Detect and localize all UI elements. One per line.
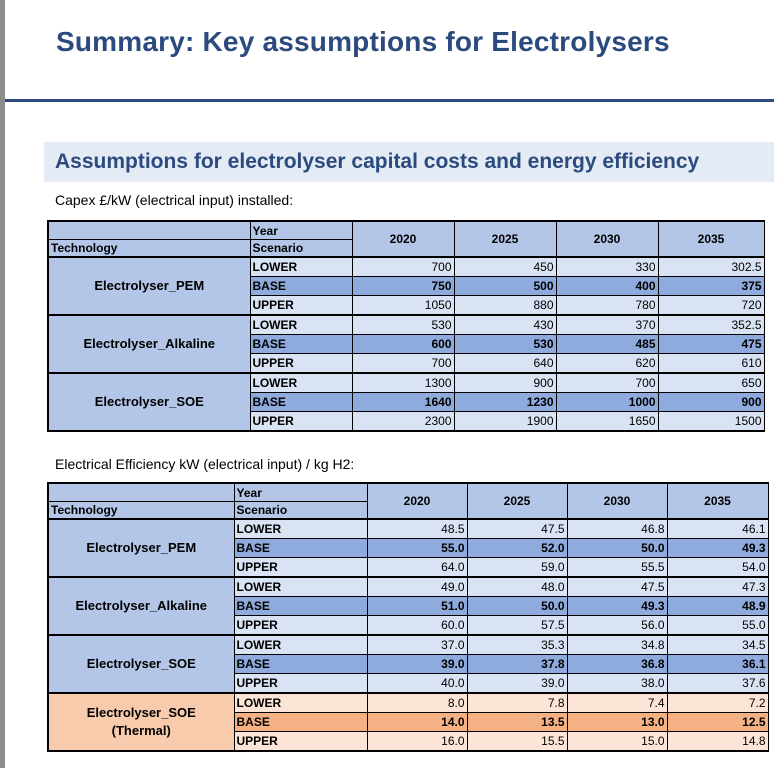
- table-row: [48, 315, 764, 335]
- page-title: Summary: Key assumptions for Electrolysers: [56, 26, 670, 57]
- table-row: [48, 635, 768, 655]
- value-cell: 37.8: [467, 655, 567, 674]
- year-header-2025: 2025: [454, 221, 556, 257]
- value-cell: 750: [352, 277, 454, 296]
- value-cell: 12.5: [667, 713, 768, 732]
- value-cell: 34.8: [567, 635, 667, 655]
- header-row: [48, 483, 768, 519]
- scenario-cell: LOWER: [234, 577, 367, 597]
- value-cell: 35.3: [467, 635, 567, 655]
- capex-table: [47, 220, 765, 432]
- value-cell: 370: [556, 315, 658, 335]
- header-technology-cell: [48, 483, 234, 519]
- header-technology-cell: [48, 221, 250, 257]
- value-cell: 430: [454, 315, 556, 335]
- efficiency-table: [47, 482, 769, 752]
- value-cell: 500: [454, 277, 556, 296]
- value-cell: 1000: [556, 393, 658, 412]
- technology-name: Electrolyser_SOE: [86, 705, 196, 720]
- header-spacer: [51, 223, 248, 239]
- technology-cell: [48, 635, 234, 693]
- value-cell: 2300: [352, 412, 454, 432]
- header-year-scenario-cell: [250, 221, 352, 257]
- value-cell: 36.1: [667, 655, 768, 674]
- value-cell: 48.9: [667, 597, 768, 616]
- scenario-cell: LOWER: [234, 693, 367, 713]
- value-cell: 1500: [658, 412, 764, 432]
- value-cell: 64.0: [367, 558, 467, 578]
- scenario-cell: UPPER: [234, 616, 367, 636]
- header-year-label: Year: [235, 485, 367, 502]
- value-cell: 37.0: [367, 635, 467, 655]
- technology-name: Electrolyser_SOE: [86, 656, 196, 671]
- technology-cell: [48, 519, 234, 577]
- value-cell: 7.4: [567, 693, 667, 713]
- header-row: [48, 221, 764, 257]
- value-cell: 48.5: [367, 519, 467, 539]
- value-cell: 600: [352, 335, 454, 354]
- technology-name: Electrolyser_Alkaline: [83, 336, 216, 351]
- scenario-cell: BASE: [234, 655, 367, 674]
- value-cell: 39.0: [467, 674, 567, 694]
- value-cell: 530: [352, 315, 454, 335]
- value-cell: 352.5: [658, 315, 764, 335]
- value-cell: 56.0: [567, 616, 667, 636]
- value-cell: 60.0: [367, 616, 467, 636]
- scenario-cell: LOWER: [234, 519, 367, 539]
- technology-cell: [48, 315, 250, 373]
- scenario-cell: LOWER: [250, 315, 352, 335]
- value-cell: 48.0: [467, 577, 567, 597]
- value-cell: 8.0: [367, 693, 467, 713]
- value-cell: 13.5: [467, 713, 567, 732]
- year-header-2035: 2035: [658, 221, 764, 257]
- value-cell: 900: [454, 373, 556, 393]
- year-header-2025: 2025: [467, 483, 567, 519]
- value-cell: 50.0: [467, 597, 567, 616]
- value-cell: 900: [658, 393, 764, 412]
- value-cell: 39.0: [367, 655, 467, 674]
- scenario-cell: UPPER: [250, 412, 352, 432]
- scenario-cell: BASE: [234, 597, 367, 616]
- capex-caption: Capex £/kW (electrical input) installed:: [55, 192, 294, 208]
- table-row: [48, 519, 768, 539]
- header-year-label: Year: [251, 223, 352, 240]
- scenario-cell: LOWER: [250, 257, 352, 277]
- header-scenario-label: Scenario: [252, 240, 304, 255]
- value-cell: 610: [658, 354, 764, 374]
- header-spacer: [51, 485, 232, 501]
- header-scenario-label: Scenario: [236, 502, 288, 517]
- title-divider: [5, 99, 774, 102]
- value-cell: 13.0: [567, 713, 667, 732]
- scenario-cell: UPPER: [234, 558, 367, 578]
- value-cell: 650: [658, 373, 764, 393]
- technology-name: Electrolyser_PEM: [86, 540, 197, 555]
- value-cell: 37.6: [667, 674, 768, 694]
- value-cell: 38.0: [567, 674, 667, 694]
- value-cell: 55.0: [667, 616, 768, 636]
- value-cell: 700: [352, 257, 454, 277]
- header-year-scenario-cell: [234, 483, 367, 519]
- technology-cell: [48, 577, 234, 635]
- value-cell: 40.0: [367, 674, 467, 694]
- value-cell: 49.3: [567, 597, 667, 616]
- value-cell: 15.0: [567, 732, 667, 752]
- value-cell: 700: [556, 373, 658, 393]
- scenario-cell: UPPER: [250, 296, 352, 316]
- value-cell: 46.1: [667, 519, 768, 539]
- value-cell: 1900: [454, 412, 556, 432]
- scenario-cell: BASE: [250, 335, 352, 354]
- scenario-cell: UPPER: [234, 674, 367, 694]
- header-technology-label: Technology: [49, 239, 250, 256]
- technology-cell: [48, 257, 250, 315]
- year-header-2035: 2035: [667, 483, 768, 519]
- table-row: [48, 693, 768, 713]
- scenario-cell: LOWER: [250, 373, 352, 393]
- value-cell: 400: [556, 277, 658, 296]
- technology-name: Electrolyser_Alkaline: [75, 598, 208, 613]
- value-cell: 34.5: [667, 635, 768, 655]
- value-cell: 485: [556, 335, 658, 354]
- value-cell: 330: [556, 257, 658, 277]
- table-row: [48, 257, 764, 277]
- left-margin-rule: [0, 0, 5, 768]
- value-cell: 50.0: [567, 539, 667, 558]
- table-row: [48, 373, 764, 393]
- technology-name: Electrolyser_SOE: [94, 394, 204, 409]
- value-cell: 7.8: [467, 693, 567, 713]
- value-cell: 720: [658, 296, 764, 316]
- value-cell: 47.5: [567, 577, 667, 597]
- value-cell: 16.0: [367, 732, 467, 752]
- technology-cell: [48, 373, 250, 431]
- value-cell: 55.5: [567, 558, 667, 578]
- technology-name-line2: (Thermal): [111, 723, 171, 738]
- year-header-2020: 2020: [367, 483, 467, 519]
- value-cell: 880: [454, 296, 556, 316]
- value-cell: 375: [658, 277, 764, 296]
- value-cell: 52.0: [467, 539, 567, 558]
- value-cell: 59.0: [467, 558, 567, 578]
- technology-cell: [48, 693, 234, 751]
- year-header-2030: 2030: [556, 221, 658, 257]
- header-technology-label: Technology: [49, 501, 234, 518]
- value-cell: 1050: [352, 296, 454, 316]
- table-row: [48, 577, 768, 597]
- value-cell: 1640: [352, 393, 454, 412]
- value-cell: 450: [454, 257, 556, 277]
- value-cell: 55.0: [367, 539, 467, 558]
- value-cell: 47.3: [667, 577, 768, 597]
- value-cell: 47.5: [467, 519, 567, 539]
- value-cell: 14.8: [667, 732, 768, 752]
- value-cell: 49.0: [367, 577, 467, 597]
- value-cell: 1300: [352, 373, 454, 393]
- scenario-cell: BASE: [234, 713, 367, 732]
- scenario-cell: UPPER: [234, 732, 367, 752]
- scenario-cell: BASE: [250, 393, 352, 412]
- value-cell: 57.5: [467, 616, 567, 636]
- scenario-cell: UPPER: [250, 354, 352, 374]
- efficiency-caption: Electrical Efficiency kW (electrical input) / kg H2:: [55, 456, 355, 472]
- year-header-2030: 2030: [567, 483, 667, 519]
- value-cell: 7.2: [667, 693, 768, 713]
- value-cell: 1230: [454, 393, 556, 412]
- value-cell: 14.0: [367, 713, 467, 732]
- year-header-2020: 2020: [352, 221, 454, 257]
- value-cell: 780: [556, 296, 658, 316]
- value-cell: 475: [658, 335, 764, 354]
- scenario-cell: BASE: [250, 277, 352, 296]
- value-cell: 302.5: [658, 257, 764, 277]
- scenario-cell: LOWER: [234, 635, 367, 655]
- value-cell: 640: [454, 354, 556, 374]
- value-cell: 530: [454, 335, 556, 354]
- value-cell: 700: [352, 354, 454, 374]
- value-cell: 36.8: [567, 655, 667, 674]
- value-cell: 49.3: [667, 539, 768, 558]
- value-cell: 1650: [556, 412, 658, 432]
- scenario-cell: BASE: [234, 539, 367, 558]
- value-cell: 620: [556, 354, 658, 374]
- technology-name: Electrolyser_PEM: [94, 278, 205, 293]
- value-cell: 51.0: [367, 597, 467, 616]
- section-title: Assumptions for electrolyser capital costs and energy efficiency: [55, 150, 700, 173]
- value-cell: 46.8: [567, 519, 667, 539]
- value-cell: 15.5: [467, 732, 567, 752]
- value-cell: 54.0: [667, 558, 768, 578]
